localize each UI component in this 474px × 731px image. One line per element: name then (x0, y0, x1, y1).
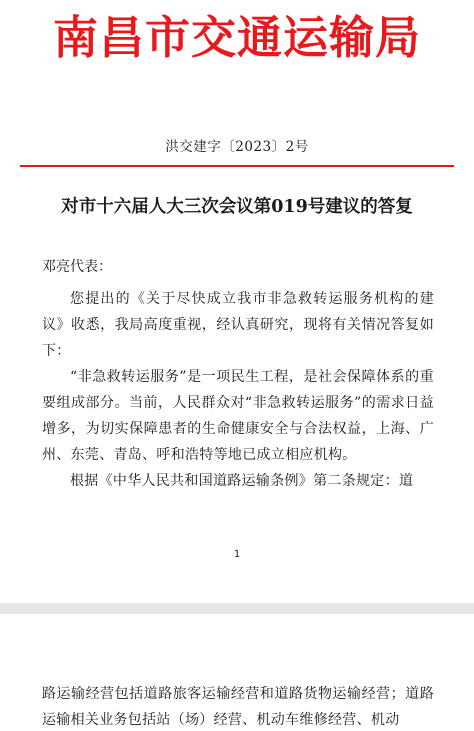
document-page-2 (0, 614, 474, 731)
paragraph-3: 根据《中华人民共和国道路运输条例》第二条规定：道 (70, 473, 414, 489)
paragraph-continued: 路运输经营包括道路旅客运输经营和道路货物运输经营；道路运输相关业务包括站（场）经营、机动车维修经营、机动 (42, 686, 434, 728)
letterhead-title: 南昌市交通运输局 (52, 11, 421, 64)
paragraph-1: 您提出的《关于尽快成立我市非急救转运服务机构的建议》收悉，我局高度重视，经认真研究，现将有关情况答复如下： (42, 291, 434, 359)
red-divider-line (20, 165, 454, 167)
document-title: 对市十六届人大三次会议第019号建议的答复 (61, 197, 413, 217)
paragraph-2: “非急救转运服务”是一项民生工程，是社会保障体系的重要组成部分。当前，人民群众对“非急救转运服务”的需求日益增多，为切实保障患者的生命健康安全与合法权益，上海、广州、东莞、青岛、呼和浩特等地已成立相应机构。 (42, 369, 434, 463)
body-text-continued (42, 681, 434, 731)
page-number: 1 (233, 549, 241, 560)
body-text (42, 286, 434, 494)
document-number: 洪交建字〔2023〕2号 (165, 139, 309, 155)
salutation: 邓亮代表： (42, 259, 112, 275)
